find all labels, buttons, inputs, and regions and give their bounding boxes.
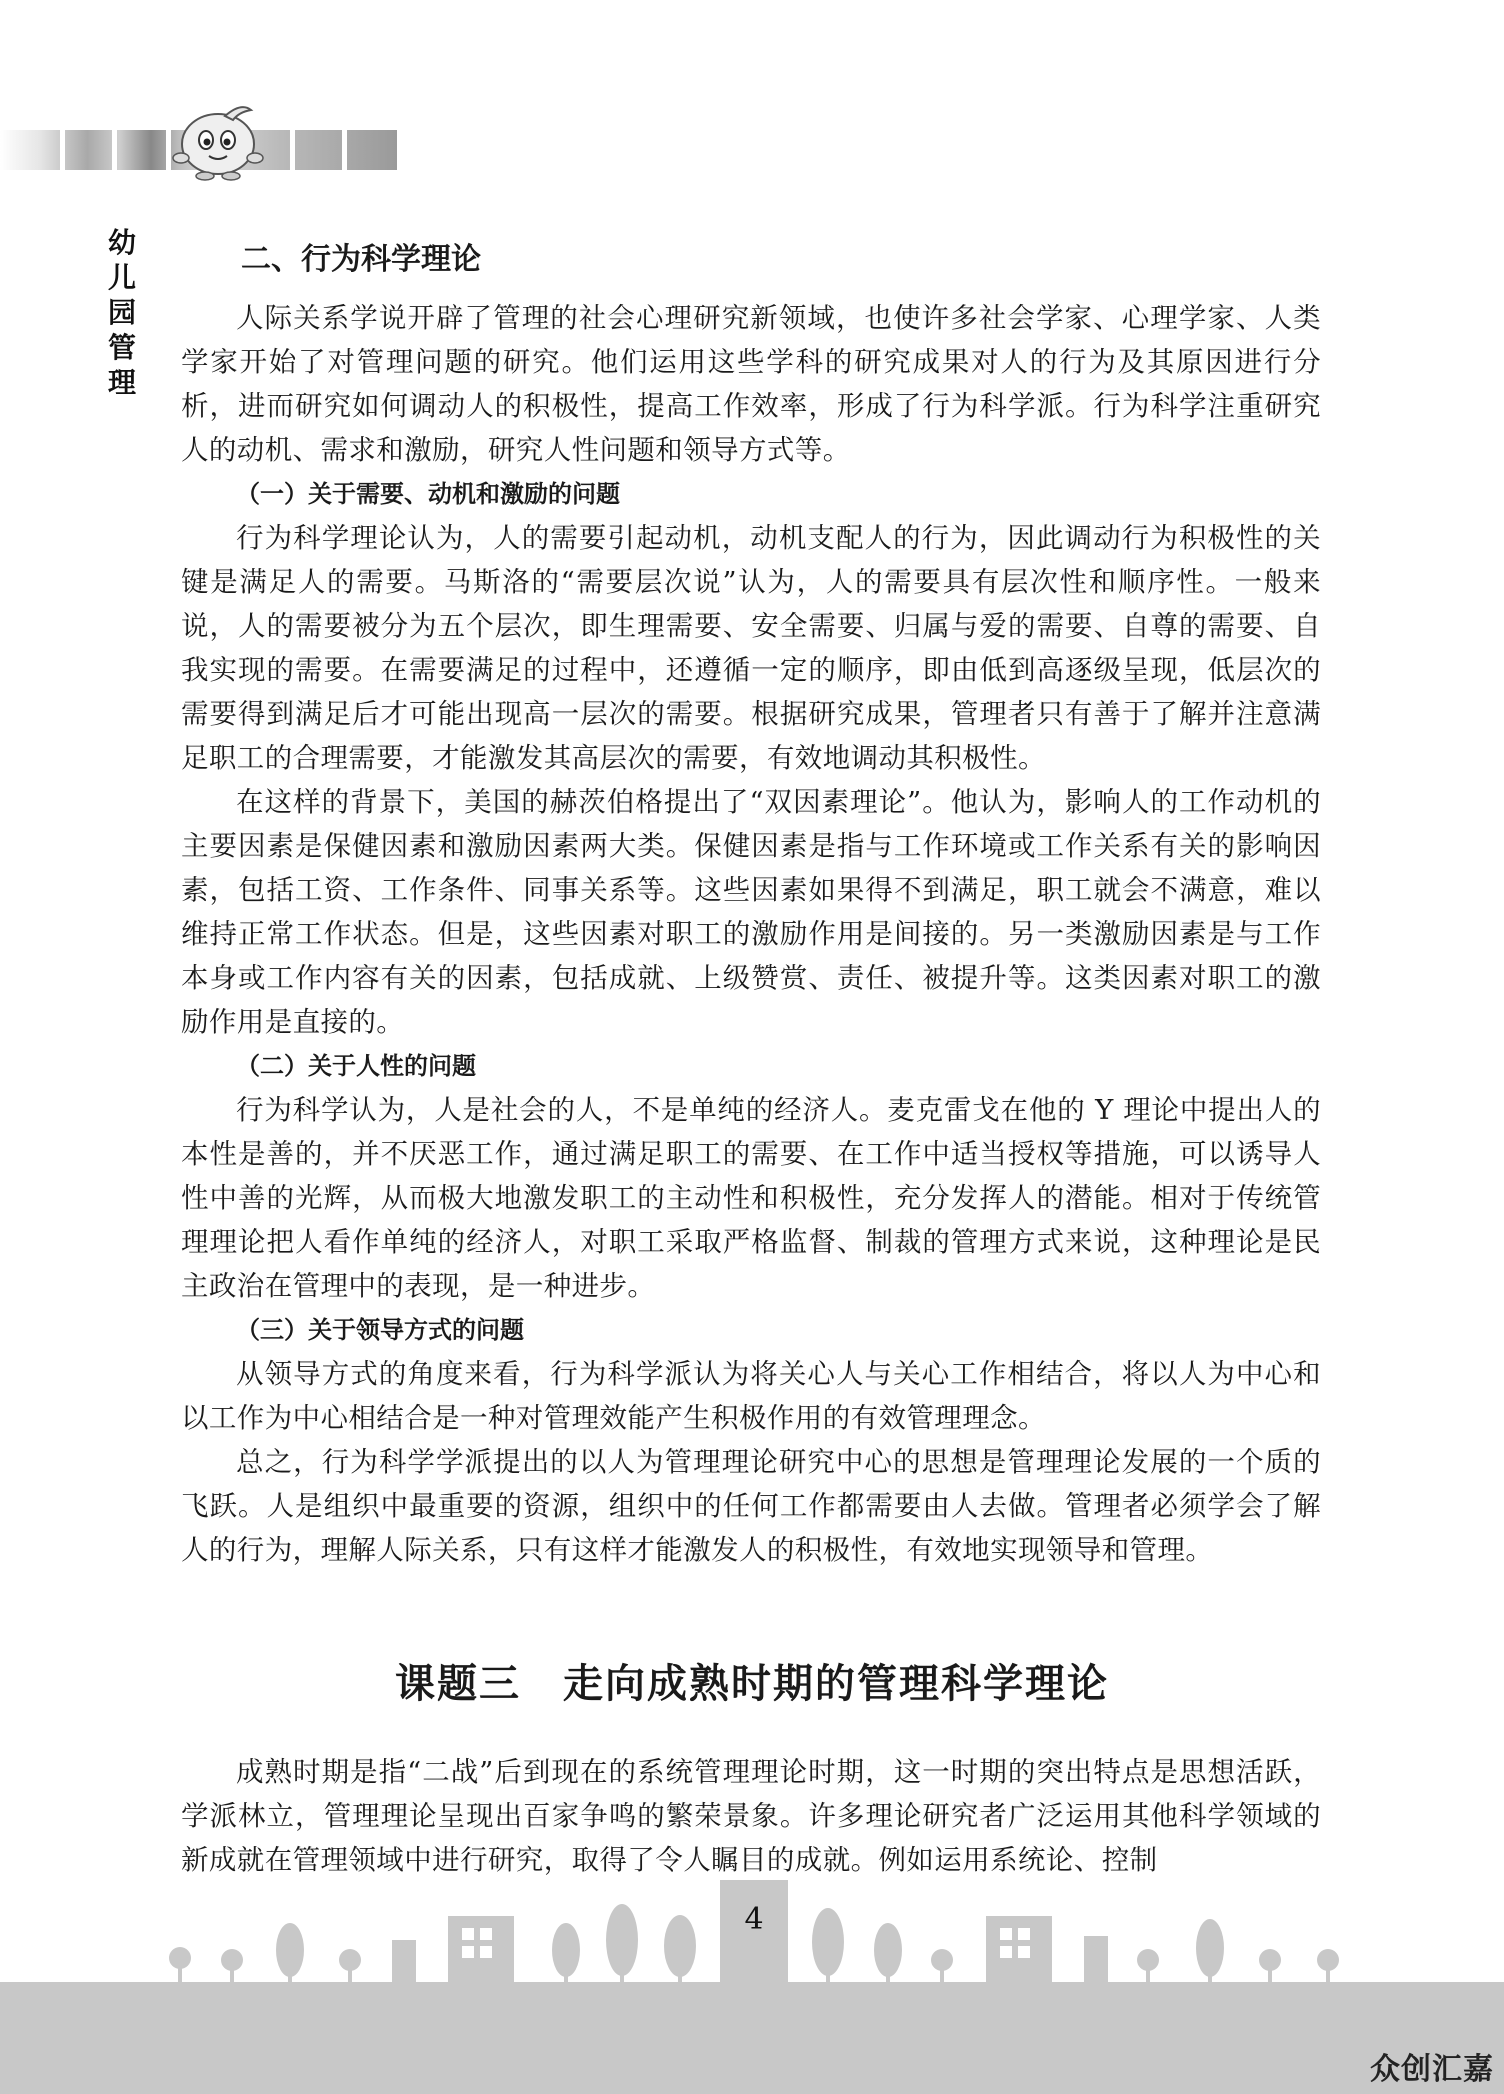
- summary-paragraph: 总之，行为科学学派提出的以人为管理理论研究中心的思想是管理理论发展的一个质的飞跃。人是组织中最重要的资源，组织中的任何工作都需要由人去做。管理者必须学会了解人的行为，理解人际关系，只有这样才能激发人的积极性，有效地实现领导和管理。: [181, 1446, 1321, 1566]
- watermark-text: 众创汇嘉: [1370, 2052, 1494, 2087]
- side-char: 管: [107, 331, 136, 364]
- section-intro-paragraph: 人际关系学说开辟了管理的社会心理研究新领域，也使许多社会学家、心理学家、人类学家开始了对管理问题的研究。他们运用这些学科的研究成果对人的行为及其原因进行分析，进而研究如何调动人的积极性，提高工作效率，形成了行为科学派。行为科学注重研究人的动机、需求和激励，研究人性问题和领导方式等。: [181, 302, 1321, 466]
- side-book-title: [104, 225, 140, 400]
- side-char: 幼: [107, 226, 136, 259]
- footer-ground: [0, 1982, 1504, 2094]
- paragraph: 从领导方式的角度来看，行为科学派认为将关心人与关心工作相结合，将以人为中心和以工作为中心相结合是一种对管理效能产生积极作用的有效管理理念。: [181, 1358, 1321, 1434]
- side-char: 理: [107, 366, 136, 399]
- paragraph: 行为科学认为，人是社会的人，不是单纯的经济人。麦克雷戈在他的 Y 理论中提出人的本性是善的，并不厌恶工作，通过满足职工的需要、在工作中适当授权等措施，可以诱导人性中善的光辉，从而极大地激发职工的主动性和积极性，充分发挥人的潜能。相对于传统管理理论把人看作单纯的经济人，对职工采取严格监督、制裁的管理方式来说，这种理论是民主政治在管理中的表现，是一种进步。: [181, 1094, 1321, 1302]
- page-number: 4: [744, 1902, 764, 1937]
- paragraph: 行为科学理论认为，人的需要引起动机，动机支配人的行为，因此调动行为积极性的关键是满足人的需要。马斯洛的“需要层次说”认为，人的需要具有层次性和顺序性。一般来说，人的需要被分为五个层次，即生理需要、安全需要、归属与爱的需要、自尊的需要、自我实现的需要。在需要满足的过程中，还遵循一定的顺序，即由低到高逐级呈现，低层次的需要得到满足后才可能出现高一层次的需要。根据研究成果，管理者只有善于了解并注意满足职工的合理需要，才能激发其高层次的需要，有效地调动其积极性。: [181, 522, 1321, 774]
- topic-heading: 课题三 走向成熟时期的管理科学理论: [395, 1661, 1109, 1707]
- subsection-title-1: （一）关于需要、动机和激励的问题: [236, 480, 620, 508]
- side-char: 园: [107, 296, 136, 329]
- mascot-icon: [163, 100, 273, 182]
- main-text-column: [181, 236, 1321, 1572]
- section-title: 二、行为科学理论: [241, 242, 481, 277]
- subsection-title-2: （二）关于人性的问题: [236, 1052, 476, 1080]
- side-char: 儿: [107, 261, 136, 294]
- paragraph: 成熟时期是指“二战”后到现在的系统管理理论时期，这一时期的突出特点是思想活跃，学派林立，管理理论呈现出百家争鸣的繁荣景象。许多理论研究者广泛运用其他科学领域的新成就在管理领域中进行研究，取得了令人瞩目的成就。例如运用系统论、控制: [181, 1756, 1321, 1876]
- subsection-title-3: （三）关于领导方式的问题: [236, 1316, 524, 1344]
- paragraph: 在这样的背景下，美国的赫茨伯格提出了“双因素理论”。他认为，影响人的工作动机的主要因素是保健因素和激励因素两大类。保健因素是指与工作环境或工作关系有关的影响因素，包括工资、工作条件、同事关系等。这些因素如果得不到满足，职工就会不满意，难以维持正常工作状态。但是，这些因素对职工的激励作用是间接的。另一类激励因素是与工作本身或工作内容有关的因素，包括成就、上级赞赏、责任、被提升等。这类因素对职工的激励作用是直接的。: [181, 786, 1321, 1038]
- topic-text-column: [181, 1750, 1321, 1882]
